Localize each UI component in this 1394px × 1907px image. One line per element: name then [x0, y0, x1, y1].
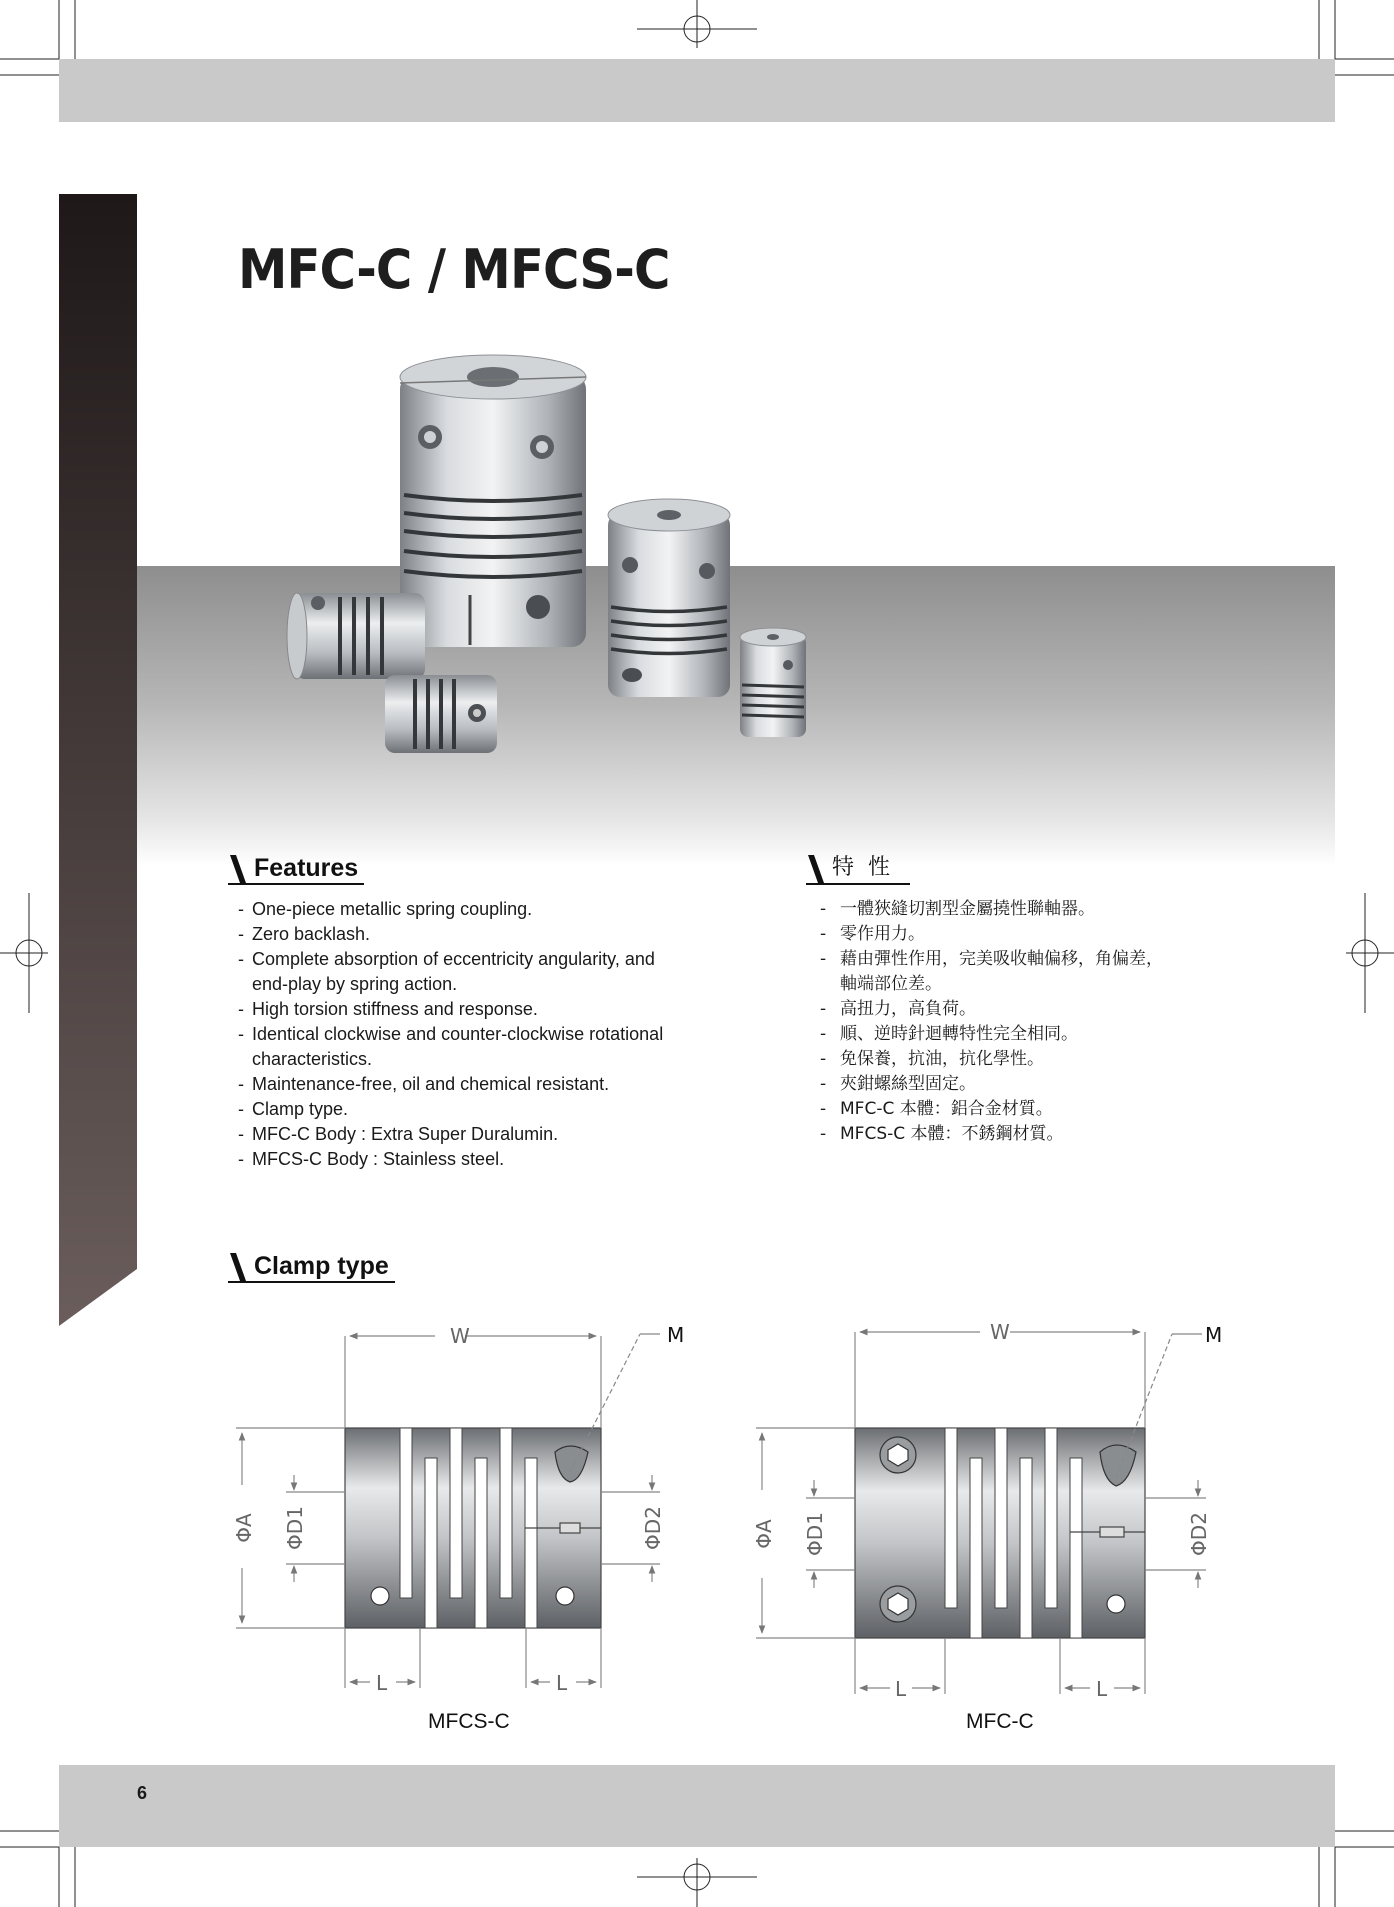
feature-item: - High torsion stiffness and response. — [238, 997, 758, 1022]
mfc-c-a-label: ΦA — [752, 1519, 776, 1549]
feature-item: - Complete absorption of eccentricity angularity, and — [238, 947, 758, 972]
features-zh-heading — [806, 853, 910, 885]
header-band — [59, 59, 1335, 122]
medium-coupling — [608, 499, 730, 697]
feature-item: - MFCS-C Body : Stainless steel. — [238, 1147, 758, 1172]
feature-item: - Identical clockwise and counter-clockwise rotational — [238, 1022, 758, 1047]
feature-zh-item: - 順、逆時針迴轉特性完全相同。 — [820, 1022, 1250, 1047]
feature-zh-item: - MFCS-C 本體：不銹鋼材質。 — [820, 1122, 1250, 1147]
mfc-c-l1-label: L — [895, 1677, 907, 1701]
page-number: 6 — [137, 1783, 148, 1803]
feature-item: - Clamp type. — [238, 1097, 758, 1122]
slash-marker-icon — [228, 855, 248, 883]
mfc-c-d1-label: ΦD1 — [803, 1512, 827, 1556]
large-coupling — [400, 355, 586, 647]
mfcs-c-a-label: ΦA — [232, 1513, 256, 1543]
features-list — [238, 897, 758, 1172]
mfcs-c-l2-label: L — [556, 1671, 568, 1695]
mfc-c-l2-label: L — [1096, 1677, 1108, 1701]
footer-band — [59, 1765, 1335, 1847]
page-title: MFC-C / MFCS-C — [238, 238, 670, 301]
feature-zh-item: - 零作用力。 — [820, 922, 1250, 947]
feature-zh-item: - 夾鉗螺絲型固定。 — [820, 1072, 1250, 1097]
slash-marker-icon — [806, 855, 826, 883]
clamp-type-heading-label: Clamp type — [254, 1252, 389, 1280]
mfcs-c-d2-label: ΦD2 — [641, 1506, 665, 1550]
feature-item: - MFC-C Body : Extra Super Duralumin. — [238, 1122, 758, 1147]
feature-zh-item: - MFC-C 本體：鋁合金材質。 — [820, 1097, 1250, 1122]
feature-item: - One-piece metallic spring coupling. — [238, 897, 758, 922]
mfc-c-m-label: M — [1205, 1323, 1223, 1347]
slash-marker-icon — [228, 1253, 248, 1281]
features-zh-heading-label: 特性 — [832, 855, 905, 880]
features-heading — [228, 853, 364, 885]
tiny-coupling — [740, 628, 806, 737]
product-photo — [280, 345, 840, 765]
feature-item-continuation: characteristics. — [252, 1049, 373, 1069]
feature-zh-item: - 藉由彈性作用，完美吸收軸偏移，角偏差， — [820, 947, 1250, 972]
feature-zh-item: - 高扭力，高負荷。 — [820, 997, 1250, 1022]
mfcs-c-d1-label: ΦD1 — [283, 1506, 307, 1550]
mfc-c-w-label: W — [990, 1320, 1010, 1344]
feature-zh-item: - 免保養，抗油，抗化學性。 — [820, 1047, 1250, 1072]
features-heading-label: Features — [254, 854, 359, 882]
mfcs-c-l1-label: L — [376, 1671, 388, 1695]
mfcs-c-w-label: W — [450, 1324, 470, 1348]
small-coupling-left — [287, 593, 425, 679]
mfcs-c-caption: MFCS-C — [428, 1710, 510, 1733]
feature-item: - Zero backlash. — [238, 922, 758, 947]
mfc-c-d2-label: ΦD2 — [1187, 1512, 1211, 1556]
side-bar — [59, 194, 137, 1326]
small-coupling-front — [385, 675, 497, 753]
feature-item: - Maintenance-free, oil and chemical resistant. — [238, 1072, 758, 1097]
clamp-type-diagrams — [210, 1310, 1250, 1750]
feature-zh-item: - 一體狹縫切割型金屬撓性聯軸器。 — [820, 897, 1250, 922]
mfc-c-caption: MFC-C — [966, 1710, 1034, 1733]
clamp-type-heading — [228, 1251, 395, 1283]
features-zh-list — [820, 897, 1250, 1147]
feature-zh-item-continuation: 軸端部位差。 — [840, 974, 942, 994]
mfcs-c-m-label: M — [667, 1323, 685, 1347]
feature-item-continuation: end-play by spring action. — [252, 974, 458, 994]
